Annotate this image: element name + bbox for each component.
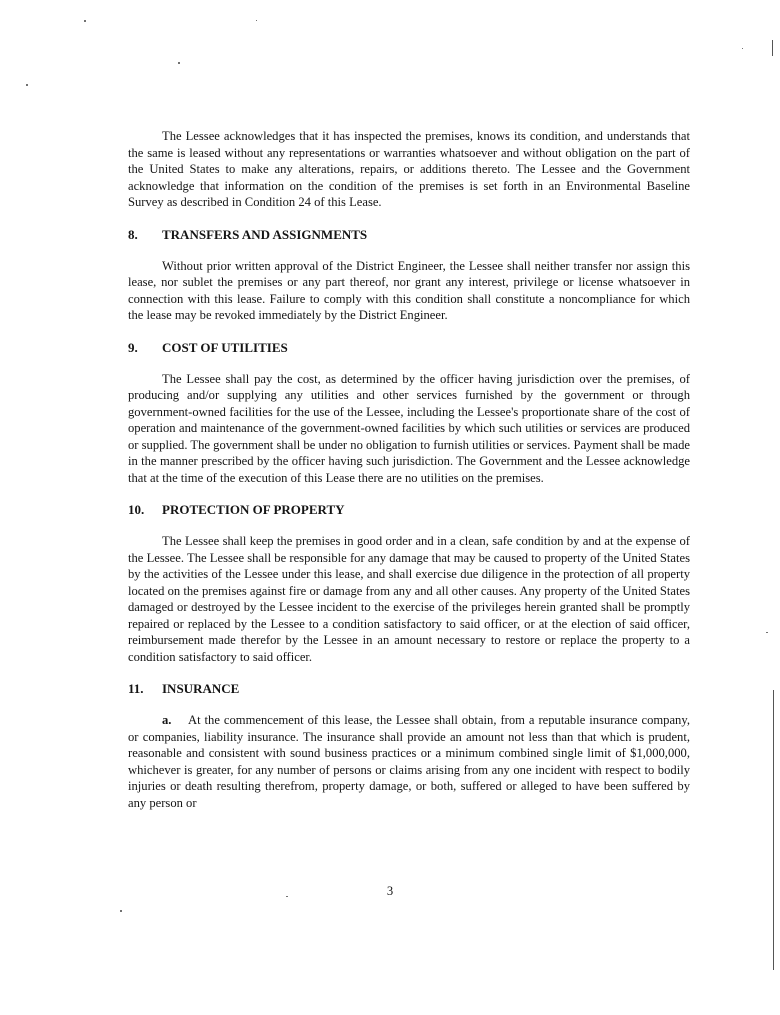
section-8-body: Without prior written approval of the District Engineer, the Lessee shall neither transfer nor assign this lease, nor sublet the premises or any part thereof, nor grant any interest, privilege or license whatsoever in connection with this lease. Failure to comply with this condition shall constitute a noncompliance for which the lease may be revoked immediately by the District Engineer.	[128, 258, 690, 322]
scan-speck	[26, 84, 28, 86]
scan-edge-line	[773, 690, 774, 970]
section-10-number: 10.	[128, 502, 145, 517]
section-9-heading	[128, 340, 690, 356]
section-11-body	[128, 712, 690, 811]
section-10-title: PROTECTION OF PROPERTY	[162, 502, 345, 517]
section-8-title: TRANSFERS AND ASSIGNMENTS	[162, 226, 368, 242]
section-8-number: 8.	[128, 226, 138, 242]
section-10-body: The Lessee shall keep the premises in good order and in a clean, safe condition by and at the expense of the Lessee. The Lessee shall be responsible for any damage that may be caused to property of the United States by the activities of the Lessee under this lease, and shall exercise due diligence in the protection of all property located on the premises against fire or damage from any and all other causes. Any property of the United States damaged or destroyed by the Lessee incident to the exercise of the privileges herein granted shall be promptly repaired or replaced by the Lessee to a condition satisfactory to said officer, or at the election of said officer, reimbursement made therefor by the Lessee in an amount necessary to restore or replace the property to a condition satisfactory to said officer.	[128, 534, 690, 664]
section-11-heading	[128, 681, 690, 697]
scan-speck	[286, 896, 288, 897]
scan-speck	[120, 910, 122, 912]
section-11-body-text: At the commencement of this lease, the Lessee shall obtain, from a reputable insurance company, or companies, liability insurance. The insurance shall provide an amount not less than that which is prudent, reasonable and consistent with sound business practices or a minimum combined single limit of $1,000,000, whichever is greater, for any number of persons or claims arising from any one incident with respect to bodily injuries or death resulting therefrom, property damage, or both, suffered or alleged to have been suffered by any person or	[128, 713, 690, 810]
intro-paragraph: The Lessee acknowledges that it has inspected the premises, knows its condition, and understands that the same is leased without any representations or warranties whatsoever and without obligation on the part of the United States to make any alterations, repairs, or additions thereto. The Lessee and the Government acknowledge that information on the condition of the premises is set forth in an Environmental Baseline Survey as described in Condition 24 of this Lease.	[128, 129, 690, 209]
scan-speck	[766, 632, 768, 633]
section-11-sub-letter: a.	[162, 713, 172, 727]
scan-speck	[742, 48, 743, 49]
section-9-number: 9.	[128, 339, 138, 355]
section-11-title: INSURANCE	[162, 681, 240, 696]
page-number: 3	[386, 884, 394, 898]
page-content	[128, 128, 690, 811]
section-9-title: COST OF UTILITIES	[162, 339, 288, 355]
section-9-body: The Lessee shall pay the cost, as determined by the officer having jurisdiction over the premises, of producing and/or supplying any utilities and other services furnished by the government or through government-owned facilities for the use of the Lessee, including the Lessee's proportionate share of the cost of operation and maintenance of the government-owned facilities by which such utilities or services are produced or supplied. The government shall be under no obligation to furnish utilities or services. Payment shall be made in the manner prescribed by the officer having such jurisdiction. The Government and the Lessee acknowledge that at the time of the execution of this Lease there are no utilities on the premises.	[128, 371, 690, 485]
section-11-number: 11.	[128, 681, 144, 696]
scan-speck	[178, 62, 180, 64]
scan-speck	[84, 20, 86, 22]
scan-edge-line	[772, 40, 773, 56]
scan-speck	[256, 20, 257, 21]
section-10-heading	[128, 502, 690, 518]
section-8-heading	[128, 227, 690, 243]
